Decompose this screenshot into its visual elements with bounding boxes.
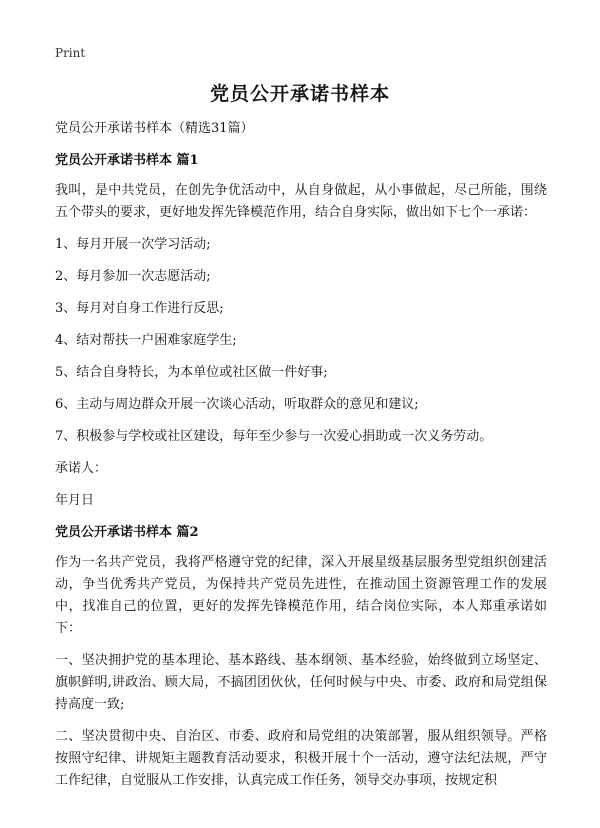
document-body <box>55 118 547 802</box>
document-title: 党员公开承诺书样本 <box>209 83 390 105</box>
section-2-intro: 作为一名共产党员，我将严格遵守党的纪律，深入开展星级基层服务型党组织创建活动，争当优秀共产党员，为保持共产党员先进性，在推动国土资源管理工作的发展中，找准自己的位置，更好的发挥先锋模范作用，结合岗位实际，本人郑重承诺如下： <box>55 555 547 636</box>
date-label: 年月日 <box>55 493 95 508</box>
print-label: Print <box>55 46 86 60</box>
list-item: 4、结对帮扶一户困难家庭学生; <box>55 333 237 348</box>
document-subtitle: 党员公开承诺书样本（精选31篇） <box>55 121 254 136</box>
section-1-intro: 我叫，是中共党员，在创先争优活动中，从自身做起，从小事做起，尽己所能，围绕五个带头的要求，更好地发挥先锋模范作用，结合自身实际，做出如下七个一承诺： <box>55 183 547 220</box>
list-item: 6、主动与周边群众开展一次谈心活动，听取群众的意见和建议; <box>55 397 419 412</box>
section-1-heading: 党员公开承诺书样本 篇1 <box>55 153 199 168</box>
section-2-paragraph-1: 一、坚决拥护党的基本理论、基本路线、基本纲领、基本经验，始终做到立场坚定、旗帜鲜明,讲政治、顾大局，不搞团团伙伙，任何时候与中央、市委、政府和局党组保持高度一致; <box>55 653 547 712</box>
list-item: 3、每月对自身工作进行反思; <box>55 301 224 316</box>
section-2-heading: 党员公开承诺书样本 篇2 <box>55 525 199 540</box>
list-item: 5、结合自身特长，为本单位或社区做一件好事; <box>55 365 328 380</box>
section-2-paragraph-2: 二、坚决贯彻中央、自治区、市委、政府和局党组的决策部署，服从组织领导。严格按照守纪律、讲规矩主题教育活动要求，积极开展十个一活动，遵守法纪法规，严守工作纪律，自觉服从工作安排，认真完成工作任务，领导交办事项，按规定积 <box>55 729 547 788</box>
list-item: 1、每月开展一次学习活动; <box>55 237 211 252</box>
list-item: 7、积极参与学校或社区建设，每年至少参与一次爱心捐助或一次义务劳动。 <box>55 429 493 444</box>
signer-label: 承诺人： <box>55 461 108 476</box>
list-item: 2、每月参加一次志愿活动; <box>55 269 211 284</box>
